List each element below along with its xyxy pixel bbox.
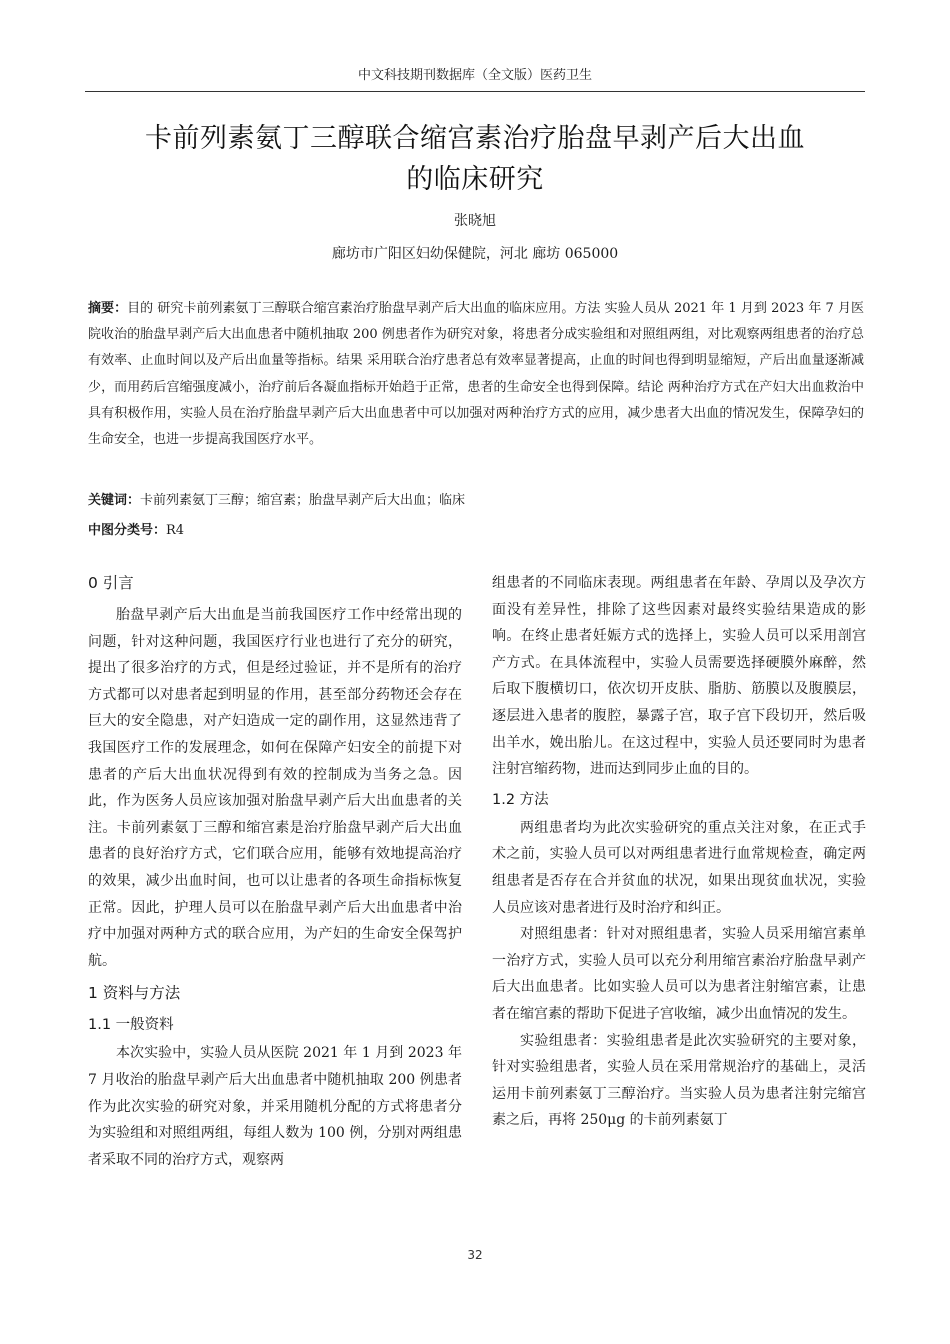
keywords-text: 卡前列素氨丁三醇；缩宫素；胎盘早剥产后大出血；临床 <box>140 493 466 508</box>
introduction-paragraph: 胎盘早剥产后大出血是当前我国医疗工作中经常出现的问题，针对这种问题，我国医疗行业也进行了充分的研究，提出了很多治疗的方式，但是经过验证，并不是所有的治疗方式都可以对患者起到明显的作用，甚至部分药物还会存在巨大的安全隐患，对产妇造成一定的副作用，这显然违背了我国医疗工作的发展理念，如何在保障产妇安全的前提下对患者的产后大出血状况得到有效的控制成为当务之急。因此，作为医务人员应该加强对胎盘早剥产后大出血患者的关注。卡前列素氨丁三醇和缩宫素是治疗胎盘早剥产后大出血患者的良好治疗方式，它们联合应用，能够有效地提高治疗的效果，减少出血时间，也可以让患者的各项生命指标恢复正常。因此，护理人员可以在胎盘早剥产后大出血患者中治疗中加强对两种方式的联合应用，为产妇的生命安全保驾护航。 <box>88 607 462 969</box>
page-number: 32 <box>467 1248 483 1262</box>
journal-header: 中文科技期刊数据库（全文版）医药卫生 <box>85 64 865 92</box>
section-1-2-heading: 1.2 方法 <box>492 791 549 808</box>
affiliation: 廊坊市广阳区妇幼保健院，河北 廊坊 065000 <box>331 246 619 262</box>
left-column <box>88 570 462 1173</box>
right-column <box>492 570 866 1134</box>
methods-paragraph-a: 两组患者均为此次实验研究的重点关注对象，在正式手术之前，实验人员可以对两组患者进行血常规检查，确定两组患者是否存在合并贫血的状况，如果出现贫血状况，实验人员应该对患者进行及时治疗和纠正。 <box>492 819 866 916</box>
title-line-2: 的临床研究 <box>406 164 544 195</box>
abstract <box>88 296 864 453</box>
section-0-heading: 0 引言 <box>88 574 134 592</box>
classification <box>88 519 864 538</box>
section-1-heading: 1 资料与方法 <box>88 984 181 1003</box>
author: 张晓旭 <box>454 213 496 229</box>
classification-text: R4 <box>166 523 185 538</box>
continuation-paragraph: 组患者的不同临床表现。两组患者在年龄、孕周以及孕次方面没有差异性，排除了这些因素对最终实验结果造成的影响。在终止患者妊娠方式的选择上，实验人员可以采用剖宫产方式。在具体流程中，实验人员需要选择硬膜外麻醉，然后取下腹横切口，依次切开皮肤、脂肪、筋膜以及腹膜层，逐层进入患者的腹腔，暴露子宫，取子宫下段切开，然后吸出羊水，娩出胎儿。在这过程中，实验人员还要同时为患者注射宫缩药物，进而达到同步止血的目的。 <box>492 575 866 778</box>
general-data-paragraph: 本次实验中，实验人员从医院 2021 年 1 月到 2023 年 7 月收治的胎盘早剥产后大出血患者中随机抽取 200 例患者作为此次实验的研究对象，并采用随机分配的方式将患者分为实验组和对照组两组，每组人数为 100 例，分别对两组患者采取不同的治疗方式，观察两 <box>88 1045 462 1168</box>
abstract-text: 目的 研究卡前列素氨丁三醇联合缩宫素治疗胎盘早剥产后大出血的临床应用。方法 实验人员从 2021 年 1 月到 2023 年 7 月医院收治的胎盘早剥产后大出血患者中随机抽取 200 例患者作为研究对象，将患者分成实验组和对照组两组，对比观察两组患者的治疗总有效率、止血时间以及产后出血量等指标。结果 采用联合治疗患者总有效率显著提高，止血的时间也得到明显缩短，产后出血量逐渐减少，而用药后宫缩强度减小，治疗前后各凝血指标开始趋于正常，患者的生命安全也得到保障。结论 两种治疗方式在产妇大出血救治中具有积极作用，实验人员在治疗胎盘早剥产后大出血患者中可以加强对两种治疗方式的应用，减少患者大出血的情况发生，保障孕妇的生命安全，也进一步提高我国医疗水平。 <box>88 301 864 448</box>
keywords <box>88 489 864 508</box>
classification-label: 中图分类号： <box>88 523 167 538</box>
abstract-label: 摘要： <box>88 301 128 316</box>
control-group-paragraph: 对照组患者：针对对照组患者，实验人员采用缩宫素单一治疗方式，实验人员可以充分利用缩宫素治疗胎盘早剥产后大出血患者。比如实验人员可以为患者注射缩宫素，让患者在缩宫素的帮助下促进子宫收缩，减少出血情况的发生。 <box>492 926 866 1022</box>
title-line-1: 卡前列素氨丁三醇联合缩宫素治疗胎盘早剥产后大出血 <box>145 123 805 154</box>
section-1-1-heading: 1.1 一般资料 <box>88 1017 174 1034</box>
paper-title <box>60 118 890 200</box>
keywords-label: 关键词： <box>88 493 141 508</box>
experimental-group-paragraph: 实验组患者：实验组患者是此次实验研究的主要对象，针对实验组患者，实验人员在采用常规治疗的基础上，灵活运用卡前列素氨丁三醇治疗。当实验人员为患者注射完缩宫素之后，再将 250μg 的卡前列素氨丁 <box>492 1032 866 1129</box>
